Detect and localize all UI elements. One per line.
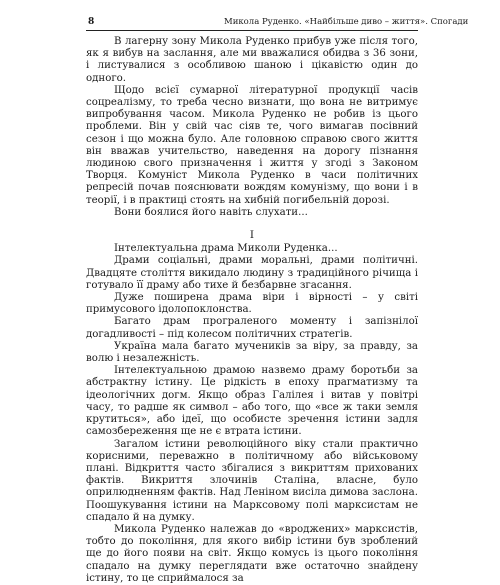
paragraph: Інтелектуальною драмою назвемо драму боротьби за абстрактну істину. Це рідкість в епоху прагматизму та ідеологічних догм. Якщо образ Галілея і витав у повітрі часу, то радше як символ – або того, що «все ж таки земля крутиться», або ідеї, що особисте зречення істини задля самозбереження ще не є втрата істини. [86,365,418,438]
paragraph: Загалом істини революційного віку стали практично корисними, переважно в політичному або військовому плані. Відкриття часто збігалися з викриттям прихованих фактів. Викриття злочинів Сталіна, власне, було оприлюдненням фактів. Над Леніном висіла димова заслона. Поошукування істини на Марксовому полі марксистам не спадало й на думку. [86,438,418,523]
paragraph: В лагерну зону Микола Руденко прибув уже після того, як я вибув на заслання, але ми вважалися обидва з 36 зони, і листувалися з особливою шаною і цікавістю один до одного. [86,36,418,84]
paragraph: Дуже поширена драма віри і вірності – у світі примусового ідолопоклонства. [86,292,418,316]
page-number: 8 [88,17,95,27]
chapter-number: I [249,229,255,242]
paragraph: Вони боялися його навіть слухати... [114,206,308,218]
paragraph: Інтелектуальна драма Миколи Руденка... [114,243,338,255]
paragraph: Щодо всієї сумарної літературної продукції часів соцреалізму, то треба чесно визнати, що вона не витримує випробування часом. Микола Руденко не робив із цього проблеми. Він у свій час сіяв те, чого вимагав посівний сезон і що можна було. Але головною справою свого життя він вважав учительство, наведення на дорогу пізнання людиною свого призначення і життя у згоді з Законом Творця. Комуніст Микола Руденко в часи політичних репресій почав пояснювати вождям комунізму, що вони і в теорії, і в практиці стоять на хибній погибельній дорозі. [86,84,418,206]
paragraph: Микола Руденко належав до «вроджених» марксистів, тобто до покоління, для якого вибір істини був зроблений ще до його появи на світ. Якщо комусь із цього покоління спадало на думку переглядати вже остаточно знайдену істину, то це сприймалося за [86,523,418,584]
paragraph: Драми соціальні, драми моральні, драми політичні. Двадцяте століття викидало людину з традиційного річища і готувало її драму або тихе й безбарвне згасання. [86,255,418,291]
running-title: Микола Руденко. «Найбільше диво – життя». Спогади [224,17,469,27]
page-body [86,36,418,585]
paragraph: Україна мала багато мучеників за віру, за правду, за волю і незалежність. [86,340,418,365]
paragraph: Багато драм програленого моменту і запізнілої догадливості – під колесом політичних стратегів. [86,316,418,340]
page-header [86,14,469,31]
